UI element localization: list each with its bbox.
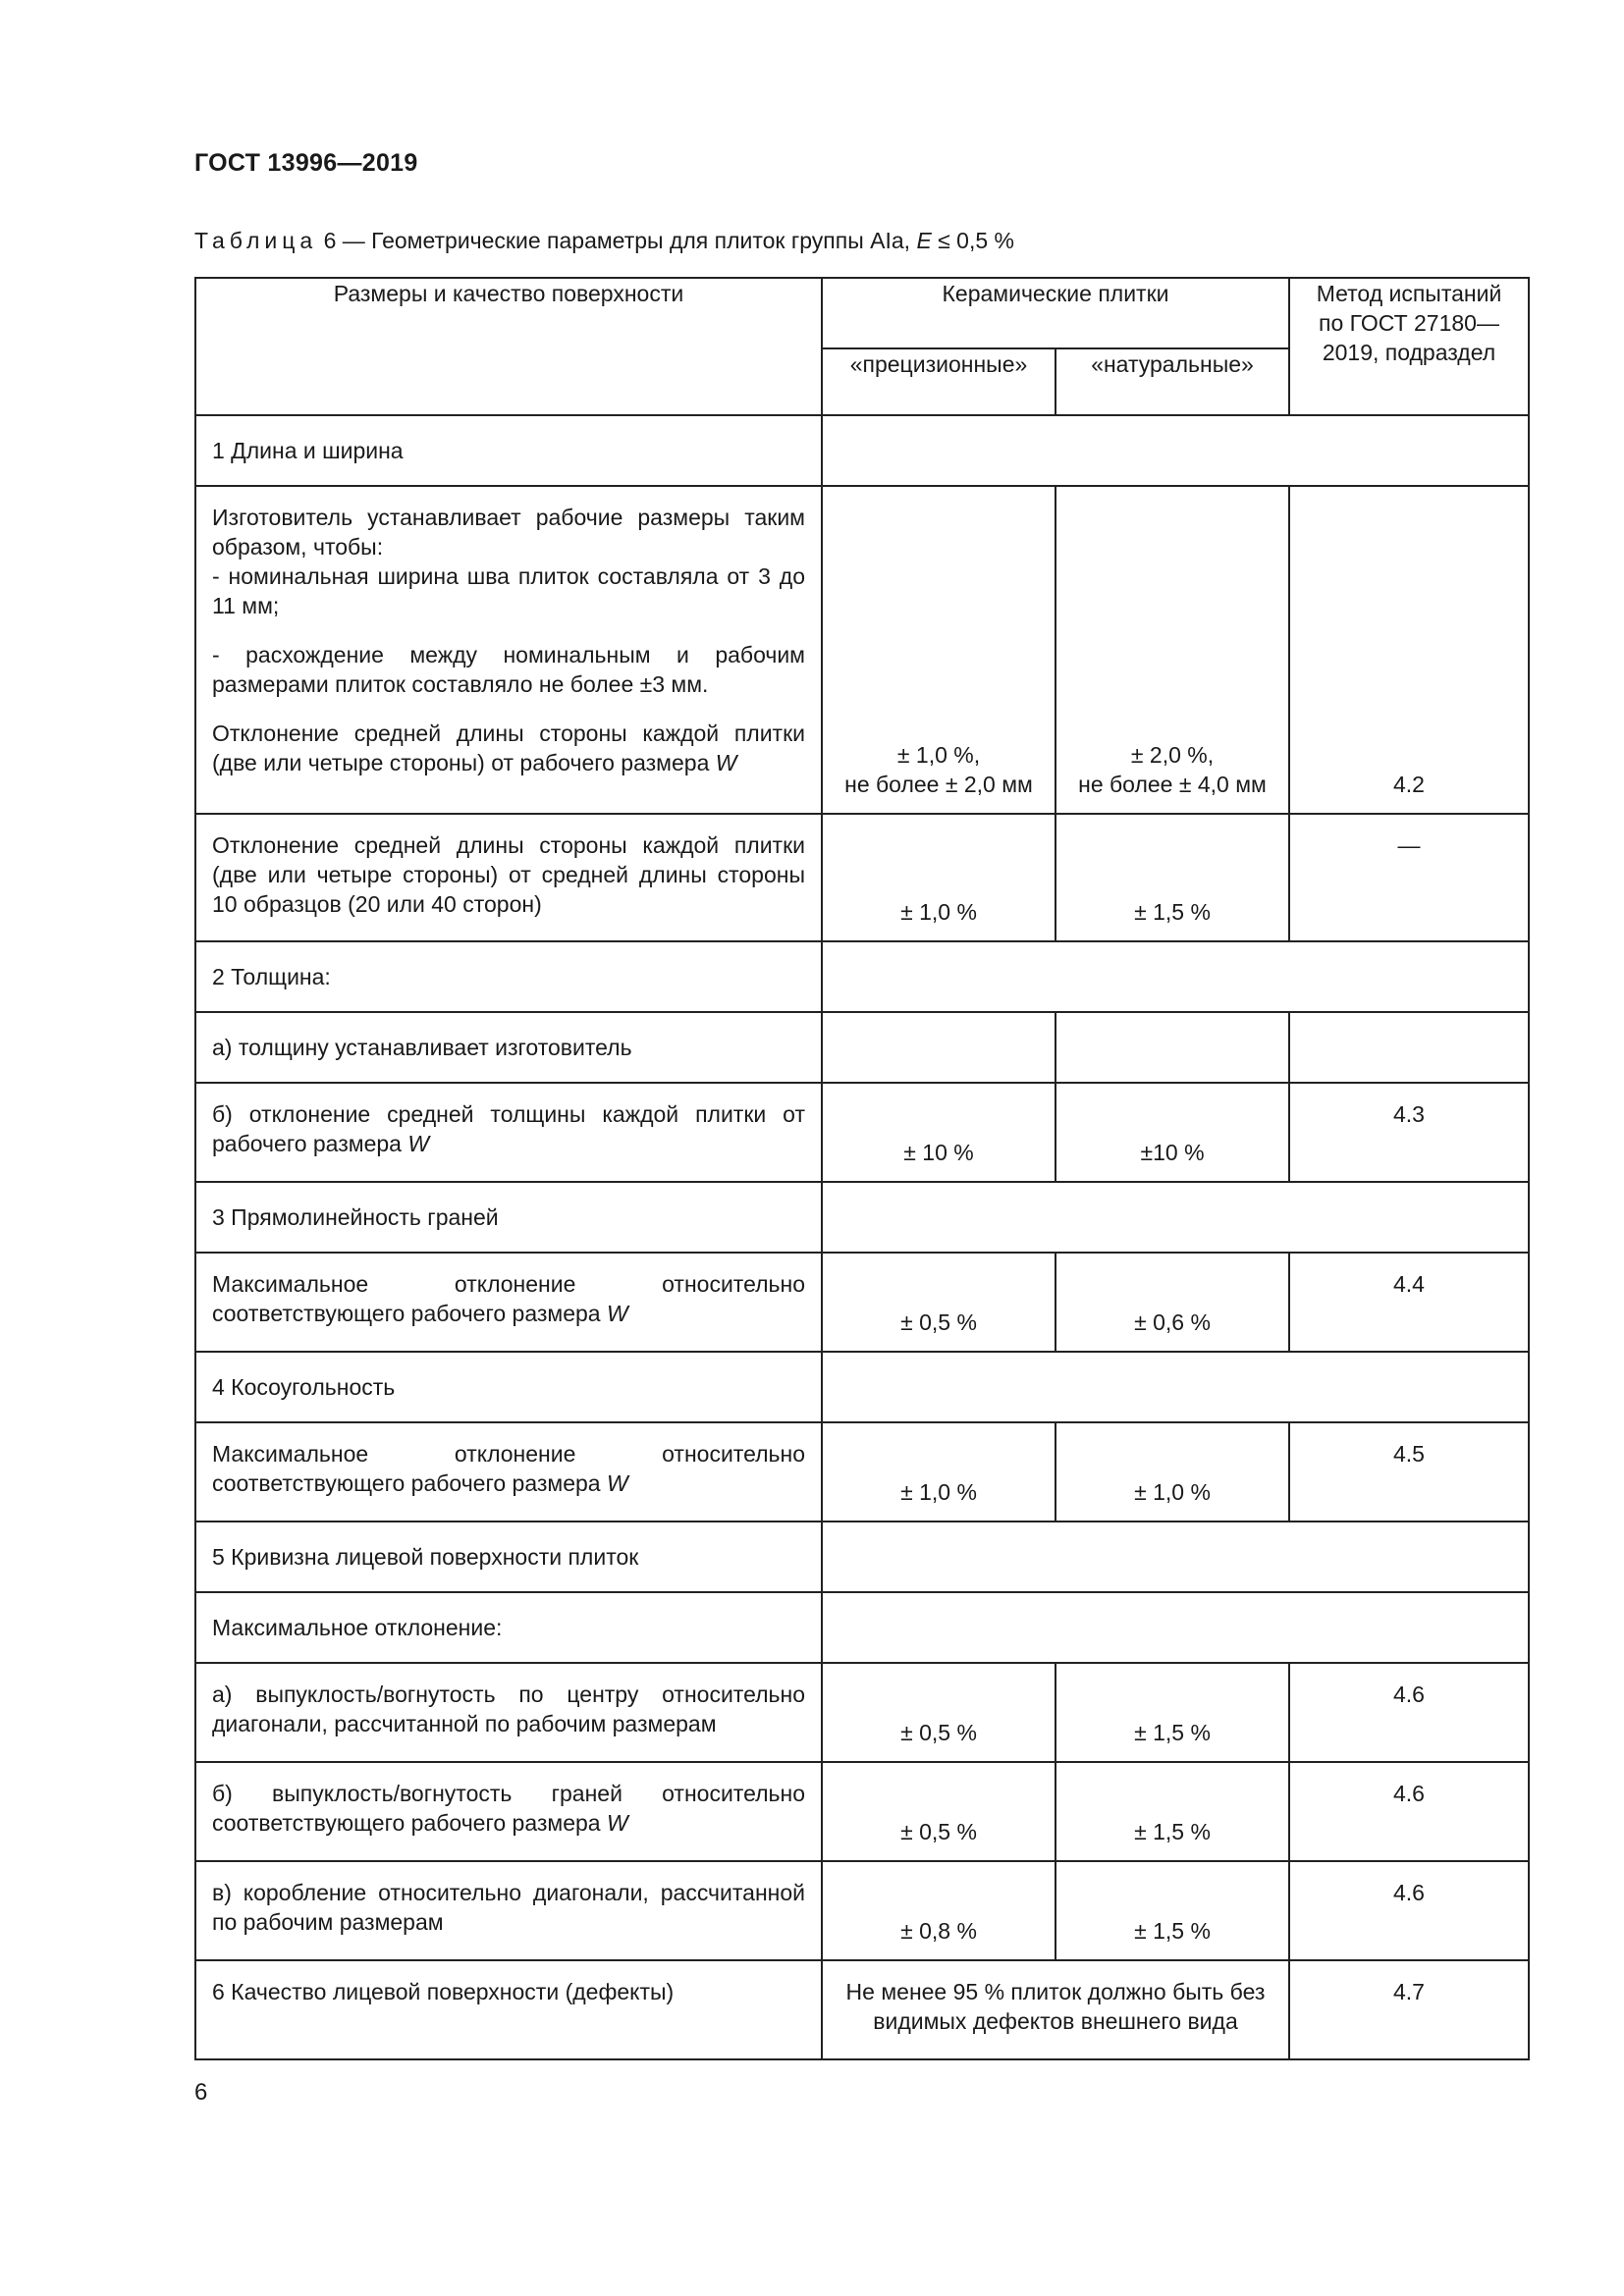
table-row: [195, 1663, 1529, 1762]
method-value: 4.3: [1289, 1083, 1529, 1182]
empty-cell: [822, 1352, 1529, 1422]
empty-cell: [822, 415, 1529, 486]
variable-w: W: [606, 1301, 628, 1326]
caption-text: 6 — Геометрические параметры для плиток группы AIa,: [317, 228, 917, 253]
caption-variable: E: [916, 228, 932, 253]
header-precise: «прецизионные»: [822, 348, 1056, 415]
row-text: Максимальное отклонение относительно соответствующего рабочего размера: [212, 1441, 805, 1496]
header-sizes: Размеры и качество поверхности: [195, 278, 822, 415]
method-value: 4.6: [1289, 1762, 1529, 1861]
paragraph-text: Отклонение средней длины стороны каждой плитки (две или четыре стороны) от рабочего размера: [212, 721, 805, 775]
table-row: [195, 1762, 1529, 1861]
table-row: [195, 1522, 1529, 1592]
table-row: [195, 1592, 1529, 1663]
tiles-requirement: Не менее 95 % плиток должно быть без видимых дефектов внешнего вида: [822, 1960, 1289, 2059]
geometric-parameters-table: [194, 277, 1530, 2060]
value-line: не более ± 2,0 мм: [844, 772, 1033, 797]
value-line: не более ± 4,0 мм: [1078, 772, 1267, 797]
empty-cell: [822, 1182, 1529, 1253]
empty-cell: [822, 941, 1529, 1012]
method-value: 4.6: [1289, 1861, 1529, 1960]
page-number: 6: [194, 2079, 208, 2106]
empty-cell: [1056, 1012, 1289, 1083]
natural-value: [1056, 486, 1289, 814]
row-description: а) толщину устанавливает изготовитель: [195, 1012, 822, 1083]
table-row: [195, 415, 1529, 486]
spacer: [212, 620, 805, 640]
precise-value: ± 10 %: [822, 1083, 1056, 1182]
natural-value: ± 1,5 %: [1056, 814, 1289, 941]
empty-cell: [1289, 1012, 1529, 1083]
row-description: [195, 1083, 822, 1182]
method-value: —: [1289, 814, 1529, 941]
header-ceramic-tiles: Керамические плитки: [822, 278, 1289, 348]
variable-w: W: [407, 1131, 430, 1156]
paragraph: [212, 719, 805, 777]
method-value: 4.2: [1289, 486, 1529, 814]
row-description: Отклонение средней длины стороны каждой плитки (две или четыре стороны) от средней длины стороны 10 образцов (20 или 40 сторон): [195, 814, 822, 941]
section-title: 2 Толщина:: [195, 941, 822, 1012]
document-id: ГОСТ 13996—2019: [194, 149, 418, 177]
table-row: [195, 1960, 1529, 2059]
section-title: 5 Кривизна лицевой поверхности плиток: [195, 1522, 822, 1592]
row-text: Максимальное отклонение относительно соответствующего рабочего размера: [212, 1271, 805, 1326]
natural-value: ±10 %: [1056, 1083, 1289, 1182]
method-value: 4.6: [1289, 1663, 1529, 1762]
table-row: [195, 1182, 1529, 1253]
table-row: [195, 941, 1529, 1012]
paragraph: Изготовитель устанавливает рабочие размеры таким образом, чтобы:: [212, 505, 805, 560]
table-row: [195, 1422, 1529, 1522]
table-row: [195, 1861, 1529, 1960]
precise-value: ± 0,5 %: [822, 1253, 1056, 1352]
table-row: [195, 1253, 1529, 1352]
caption-label: Таблица: [194, 228, 318, 253]
section-title: 1 Длина и ширина: [195, 415, 822, 486]
precise-value: [822, 486, 1056, 814]
precise-value: ± 1,0 %: [822, 814, 1056, 941]
natural-value: ± 1,5 %: [1056, 1663, 1289, 1762]
row-description: а) выпуклость/вогнутость по центру относительно диагонали, рассчитанной по рабочим размерам: [195, 1663, 822, 1762]
method-value: 4.5: [1289, 1422, 1529, 1522]
natural-value: ± 1,0 %: [1056, 1422, 1289, 1522]
natural-value: ± 1,5 %: [1056, 1861, 1289, 1960]
paragraph: - расхождение между номинальным и рабочим размерами плиток составляло не более ±3 мм.: [212, 642, 805, 697]
caption-condition: ≤ 0,5 %: [931, 228, 1014, 253]
row-description: Максимальное отклонение:: [195, 1592, 822, 1663]
empty-cell: [822, 1522, 1529, 1592]
natural-value: ± 0,6 %: [1056, 1253, 1289, 1352]
header-natural: «натуральные»: [1056, 348, 1289, 415]
table-row: [195, 486, 1529, 814]
variable-w: W: [606, 1810, 628, 1836]
empty-cell: [822, 1592, 1529, 1663]
method-value: 4.4: [1289, 1253, 1529, 1352]
table-caption: [194, 228, 1014, 254]
table-row: [195, 1083, 1529, 1182]
method-value: 4.7: [1289, 1960, 1529, 2059]
row-text: б) выпуклость/вогнутость граней относительно соответствующего рабочего размера: [212, 1781, 805, 1836]
header-test-method: Метод испытаний по ГОСТ 27180—2019, подраздел: [1289, 278, 1529, 415]
empty-cell: [822, 1012, 1056, 1083]
table-row: [195, 1012, 1529, 1083]
natural-value: ± 1,5 %: [1056, 1762, 1289, 1861]
paragraph: - номинальная ширина шва плиток составляла от 3 до 11 мм;: [212, 563, 805, 618]
row-description: [195, 1422, 822, 1522]
row-description: [195, 1762, 822, 1861]
table-row: [195, 1352, 1529, 1422]
value-line: ± 1,0 %,: [896, 742, 981, 768]
section-title: 4 Косоугольность: [195, 1352, 822, 1422]
row-description: [195, 486, 822, 814]
row-description: в) коробление относительно диагонали, рассчитанной по рабочим размерам: [195, 1861, 822, 1960]
table-row: [195, 814, 1529, 941]
variable-w: W: [715, 750, 737, 775]
variable-w: W: [606, 1470, 628, 1496]
row-text: б) отклонение средней толщины каждой плитки от рабочего размера: [212, 1101, 805, 1156]
table-header-row: [195, 278, 1529, 348]
precise-value: ± 0,5 %: [822, 1663, 1056, 1762]
section-title: 6 Качество лицевой поверхности (дефекты): [195, 1960, 822, 2059]
value-line: ± 2,0 %,: [1130, 742, 1215, 768]
precise-value: ± 0,5 %: [822, 1762, 1056, 1861]
precise-value: ± 0,8 %: [822, 1861, 1056, 1960]
spacer: [212, 699, 805, 719]
precise-value: ± 1,0 %: [822, 1422, 1056, 1522]
section-title: 3 Прямолинейность граней: [195, 1182, 822, 1253]
row-description: [195, 1253, 822, 1352]
